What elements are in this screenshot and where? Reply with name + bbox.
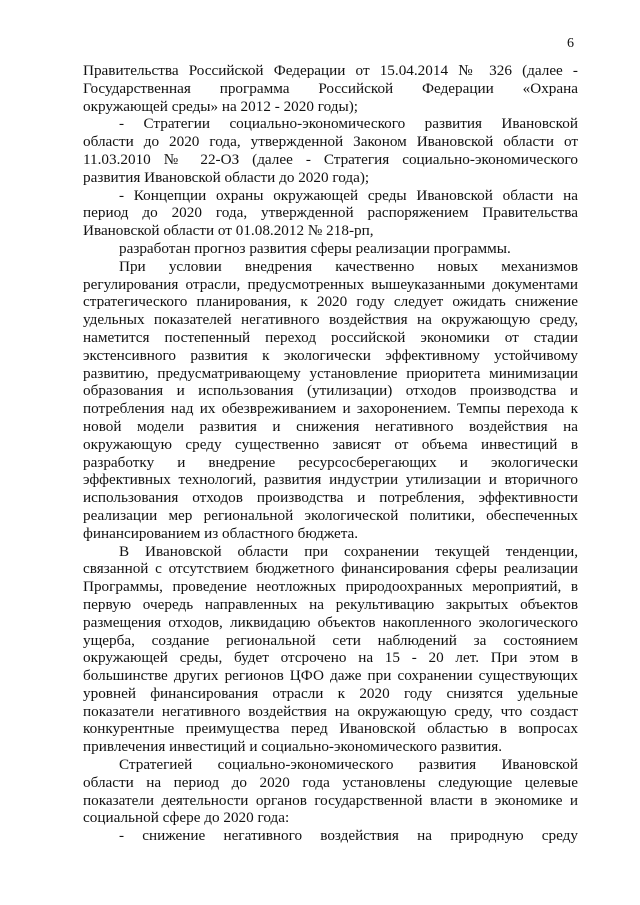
text-line: 11.03.2010 № 22-ОЗ (далее - Стратегия социально-экономического: [83, 150, 578, 168]
text-line: экстенсивного развития к экологически эффективному устойчивому: [83, 346, 578, 364]
text-line: В Ивановской области при сохранении текущей тенденции,: [119, 542, 578, 560]
text-line: ущерба, создание региональной сети наблюдений за состоянием: [83, 631, 578, 649]
text-line: новой модели развития и снижения негативного воздействия на: [83, 417, 578, 435]
text-line: удельных показателей негативного воздействия на окружающую среду,: [83, 311, 578, 329]
text-line: показатели негативного воздействия на окружающую среду, что создаст: [83, 702, 578, 720]
text-line: период до 2020 года, утвержденной распоряжением Правительства: [83, 204, 578, 222]
text-line: реализации мер региональной экологической политики, обеспеченных: [83, 506, 578, 524]
page-number: 6: [567, 36, 574, 51]
text-line: финансированием из областного бюджета.: [83, 524, 359, 542]
text-line: Программы, проведение неотложных природоохранных мероприятий, в: [83, 578, 578, 596]
document-body: [83, 62, 578, 845]
text-line: социальной сфере до 2020 года:: [83, 809, 290, 827]
text-line: - Стратегии социально-экономического развития Ивановской: [119, 115, 578, 133]
text-line: области на период до 2020 года установлены следующие целевые: [83, 773, 578, 791]
text-line: стратегического планирования, к 2020 году следует ожидать снижение: [83, 293, 578, 311]
text-line: размещения отходов, ликвидацию объектов накопленного экологического: [83, 613, 578, 631]
text-line: разработку и внедрение ресурсосберегающих и экологически: [83, 453, 578, 471]
text-line: Правительства Российской Федерации от 15.04.2014 № 326 (далее -: [83, 62, 578, 79]
text-line: - Концепции охраны окружающей среды Ивановской области на: [119, 186, 578, 204]
text-line: уровней финансирования отрасли к 2020 году снизятся удельные: [83, 684, 578, 702]
text-line: конкурентные преимущества перед Ивановской областью в вопросах: [83, 720, 578, 738]
text-line: окружающей среды, будет отсрочено на 15 - 20 лет. При этом в: [83, 649, 578, 667]
text-line: регулирования отрасли, предусмотренных вышеуказанными документами: [83, 275, 578, 293]
text-line: эффективных технологий, развития индустрии утилизации и вторичного: [83, 471, 578, 489]
text-line: наметится постепенный переход российской экономики от стадии: [83, 328, 578, 346]
text-line: первую очередь направленных на рекультивацию закрытых объектов: [83, 595, 578, 613]
text-line: При условии внедрения качественно новых механизмов: [119, 257, 578, 275]
text-line: образования и использования (утилизации) отходов производства и: [83, 382, 578, 400]
text-line: разработан прогноз развития сферы реализации программы.: [119, 239, 511, 257]
text-line: области до 2020 года, утвержденной Законом Ивановской области от: [83, 133, 578, 151]
text-line: Государственная программа Российской Федерации «Охрана: [83, 79, 578, 97]
text-line: окружающей среды» на 2012 - 2020 годы);: [83, 97, 358, 115]
text-line: использования отходов производства и потребления, эффективности: [83, 489, 578, 507]
text-line: Ивановской области от 01.08.2012 № 218-рп,: [83, 222, 374, 240]
text-line: связанной с отсутствием бюджетного финансирования сферы реализации: [83, 560, 578, 578]
text-line: Стратегией социально-экономического развития Ивановской: [119, 756, 578, 774]
text-line: развития Ивановской области до 2020 года);: [83, 168, 370, 186]
text-line: развитию, предусматривающему установление приоритета минимизации: [83, 364, 578, 382]
text-line: показатели деятельности органов государственной власти в экономике и: [83, 791, 578, 809]
text-line: - снижение негативного воздействия на природную среду: [119, 827, 578, 845]
text-line: привлечения инвестиций и социально-экономического развития.: [83, 738, 503, 756]
text-line: окружающую среду существенно зависят от объема инвестиций в: [83, 435, 578, 453]
text-line: большинстве других регионов ЦФО даже при сохранении существующих: [83, 667, 578, 685]
text-line: потребления над их обезвреживанием и захоронением. Темпы перехода к: [83, 400, 578, 418]
